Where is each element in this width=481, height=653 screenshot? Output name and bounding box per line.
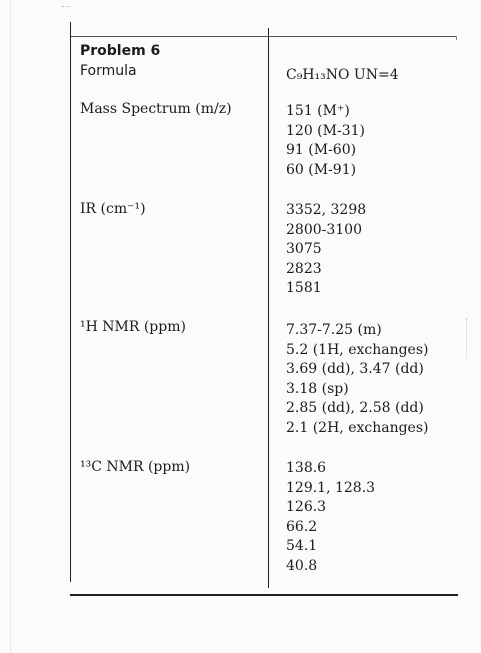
table-left-border: [70, 22, 71, 582]
formula-label: Formula: [80, 63, 137, 79]
ir-band: 2800-3100: [286, 221, 362, 238]
h-nmr-signal: 2.85 (dd), 2.58 (dd): [286, 400, 424, 416]
h-nmr-values: [286, 321, 429, 438]
scan-speckle: [466, 318, 468, 358]
ir-band: 3075: [286, 241, 322, 257]
c-nmr-signal: 138.6: [286, 460, 327, 476]
c-nmr-signal: 54.1: [286, 538, 318, 554]
c-nmr-signal: 129.1, 128.3: [286, 479, 376, 496]
mass-spectrum-peak: 91 (M-60): [286, 142, 357, 158]
mass-spectrum-peak: 151 (M⁺): [286, 103, 350, 119]
table-top-border: [70, 36, 456, 37]
spectra-table: [70, 36, 456, 596]
h-nmr-signal: 2.1 (2H, exchanges): [286, 419, 429, 436]
h-nmr-signal: 5.2 (1H, exchanges): [286, 341, 429, 358]
scan-edge: [0, 0, 11, 653]
formula-value: C₉H₁₃NO UN=4: [286, 67, 399, 83]
table-right-tick: [456, 36, 457, 40]
mass-spectrum-peak: 120 (M-31): [286, 122, 365, 139]
mass-spectrum-label: Mass Spectrum (m/z): [80, 101, 232, 117]
h-nmr-signal: 7.37-7.25 (m): [286, 322, 382, 338]
mass-spectrum-values: [286, 102, 365, 180]
table-column-divider: [268, 28, 269, 588]
c-nmr-label: ¹³C NMR (ppm): [80, 459, 191, 475]
ir-label: IR (cm⁻¹): [80, 201, 146, 217]
ir-band: 1581: [286, 280, 322, 296]
ir-band: 2823: [286, 260, 322, 277]
mass-spectrum-peak: 60 (M-91): [286, 161, 357, 178]
c-nmr-values: [286, 459, 375, 576]
ir-band: 3352, 3298: [286, 202, 367, 218]
c-nmr-signal: 40.8: [286, 557, 318, 574]
scan-mark: [62, 0, 70, 7]
h-nmr-signal: 3.18 (sp): [286, 380, 349, 397]
problem-title: Problem 6: [80, 43, 161, 59]
h-nmr-signal: 3.69 (dd), 3.47 (dd): [286, 361, 424, 377]
ir-values: [286, 201, 366, 299]
c-nmr-signal: 66.2: [286, 518, 318, 535]
c-nmr-signal: 126.3: [286, 499, 327, 515]
table-bottom-border: [70, 594, 458, 596]
h-nmr-label: ¹H NMR (ppm): [80, 319, 186, 335]
